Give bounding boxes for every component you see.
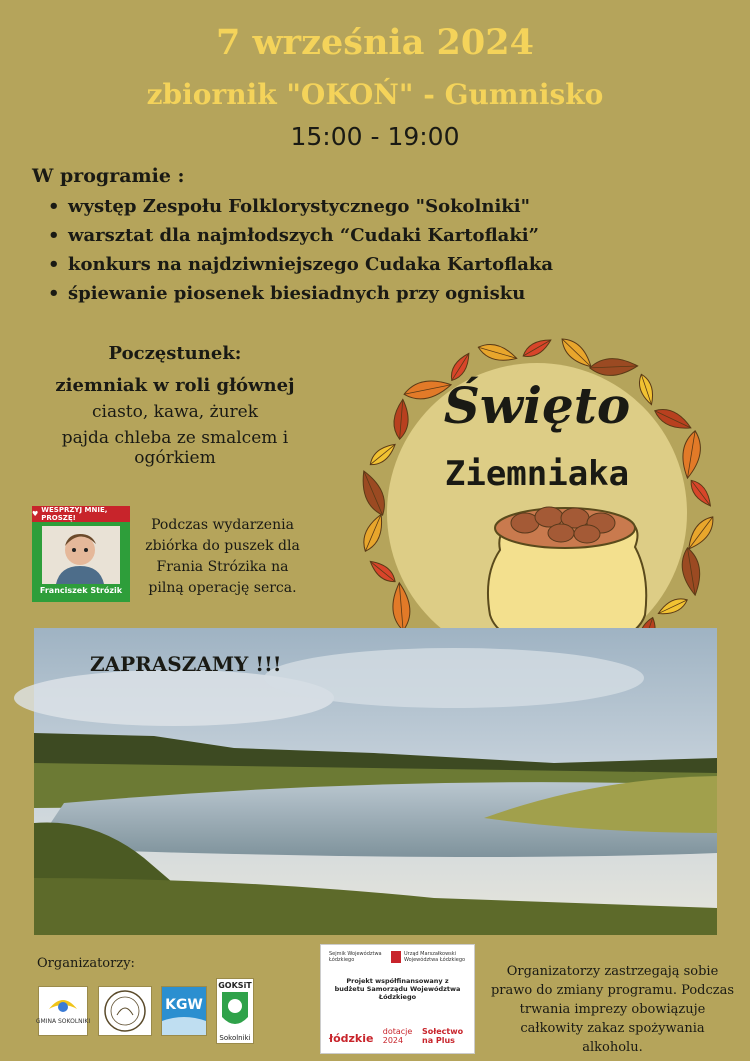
program-heading: W programie :: [32, 165, 185, 187]
funding-program: Sołectwo na Plus: [422, 1027, 464, 1045]
funding-project: Projekt współfinansowany z budżetu Samorządu Województwa Łódzkiego: [334, 977, 461, 1001]
funding-badge: [320, 944, 475, 1054]
svg-text:KGW: KGW: [165, 997, 203, 1013]
gmina-logo: [35, 986, 91, 1036]
goksit-logo: [216, 978, 254, 1044]
charity-card: [32, 506, 130, 602]
treat-line: pajda chleba ze smalcem i ogórkiem: [61, 428, 289, 468]
svg-text:GMINA SOKOLNIKI: GMINA SOKOLNIKI: [35, 1018, 91, 1025]
svg-text:GOKSiT: GOKSiT: [218, 981, 252, 990]
event-place: zbiornik "OKOŃ" - Gumnisko: [146, 78, 604, 111]
event-date: 7 września 2024: [216, 22, 534, 63]
charity-note: Podczas wydarzenia zbiórka do puszek dla Frania Strózika na pilną operację serca.: [145, 517, 300, 596]
disclaimer: Organizatorzy zastrzegają sobie prawo do zmiany programu. Podczas trwania imprezy obowiązuje całkowity zakaz spożywania alkoholu.: [490, 964, 735, 1055]
invite-text: ZAPRASZAMY !!!: [90, 652, 282, 676]
program-item: • warsztat dla najmłodszych “Cudaki Kartoflaki”: [48, 221, 553, 250]
charity-banner: WESPRZYJ MNIE, PROSZĘ!: [41, 506, 108, 522]
funding-org1: Sejmik Województwa Łódzkiego: [329, 951, 382, 963]
funding-grant: dotacje 2024: [382, 1027, 413, 1045]
organizers-label: Organizatorzy:: [37, 956, 135, 971]
child-photo: [42, 526, 120, 584]
svg-text:Sokolniki: Sokolniki: [219, 1034, 251, 1042]
treat-line: ciasto, kawa, żurek: [91, 402, 258, 422]
event-time: 15:00 - 19:00: [290, 122, 460, 151]
treat-heading: Poczęstunek:: [108, 343, 242, 364]
program-item: • występ Zespołu Folklorystycznego "Sokolniki": [48, 192, 553, 221]
coat-of-arms-icon: [391, 951, 401, 963]
program-item: • śpiewanie piosenek biesiadnych przy ognisku: [48, 279, 553, 308]
lodzkie-brand: łódzkie: [329, 1032, 374, 1045]
program-item: • konkurs na najdziwniejszego Cudaka Kartoflaka: [48, 250, 553, 279]
funding-org2: Urząd Marszałkowski Województwa Łódzkiego: [404, 951, 466, 963]
heart-icon: ♥: [32, 510, 39, 518]
association-logo: [98, 986, 152, 1036]
title-line1: Święto: [443, 376, 631, 435]
kgw-logo: [161, 986, 207, 1036]
charity-name: Franciszek Strózik: [39, 586, 123, 595]
title-line2: Ziemniaka: [444, 454, 630, 494]
treat-main: ziemniak w roli głównej: [55, 375, 295, 396]
